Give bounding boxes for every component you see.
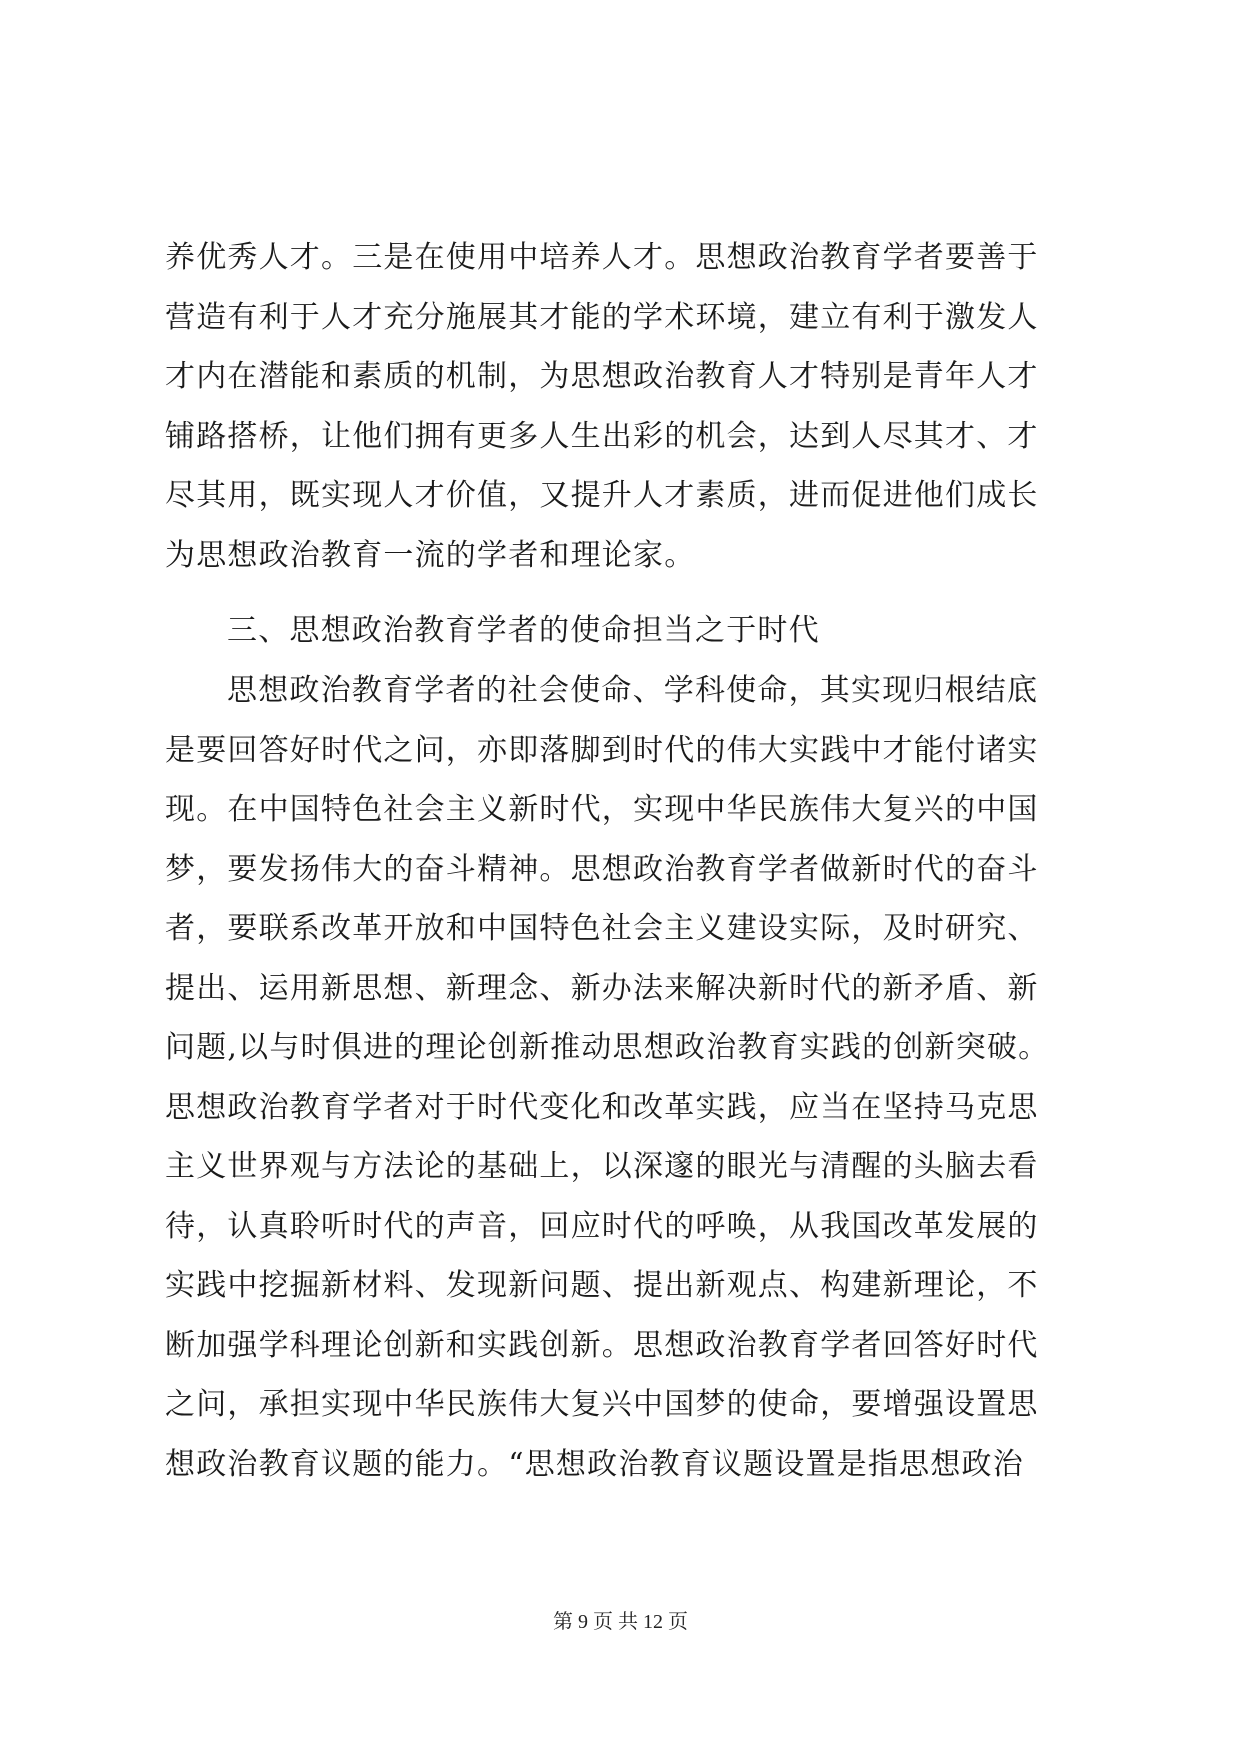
text-line: 者，要联系改革开放和中国特色社会主义建设实际，及时研究、 (165, 911, 1039, 946)
text-line: 之问，承担实现中华民族伟大复兴中国梦的使命，要增强设置思 (165, 1387, 1039, 1422)
text-line: 提出、运用新思想、新理念、新办法来解决新时代的新矛盾、新 (165, 970, 1039, 1006)
text-line: 尽其用，既实现人才价值，又提升人才素质，进而促进他们成长 (165, 478, 1039, 513)
text-line: 才内在潜能和素质的机制，为思想政治教育人才特别是青年人才 (165, 359, 1039, 394)
text-line: 为思想政治教育一流的学者和理论家。 (165, 537, 696, 573)
text-line: 铺路搭桥，让他们拥有更多人生出彩的机会，达到人尽其才、才 (165, 418, 1039, 454)
text-line: 思想政治教育学者对于时代变化和改革实践，应当在坚持马克思 (165, 1089, 1039, 1125)
text-line: 是要回答好时代之问，亦即落脚到时代的伟大实践中才能付诸实 (165, 732, 1039, 768)
text-line: 思想政治教育学者的社会使命、学科使命，其实现归根结底 (227, 673, 1039, 708)
text-line: 问题,以与时俱进的理论创新推动思想政治教育实践的创新突破。 (165, 1030, 1050, 1065)
paragraph-body (165, 661, 1075, 1494)
text-line: 断加强学科理论创新和实践创新。思想政治教育学者回答好时代 (165, 1327, 1039, 1363)
text-line: 主义世界观与方法论的基础上，以深邃的眼光与清醒的头脑去看 (165, 1149, 1039, 1184)
text-line: 实践中挖掘新材料、发现新问题、提出新观点、构建新理论，不 (165, 1268, 1039, 1303)
text-line: 营造有利于人才充分施展其才能的学术环境，建立有利于激发人 (165, 299, 1039, 335)
paragraph-continued (165, 228, 1075, 585)
page-number-footer: 第 9 页 共 12 页 (553, 1611, 688, 1633)
section-heading: 三、思想政治教育学者的使命担当之于时代 (227, 613, 820, 648)
text-line: 现。在中国特色社会主义新时代，实现中华民族伟大复兴的中国 (165, 792, 1039, 827)
text-line: 想政治教育议题的能力。“思想政治教育议题设置是指思想政治 (165, 1446, 1024, 1482)
text-line: 养优秀人才。三是在使用中培养人才。思想政治教育学者要善于 (165, 240, 1039, 275)
text-line: 梦，要发扬伟大的奋斗精神。思想政治教育学者做新时代的奋斗 (165, 851, 1039, 887)
text-line: 待，认真聆听时代的声音，回应时代的呼唤，从我国改革发展的 (165, 1208, 1039, 1244)
